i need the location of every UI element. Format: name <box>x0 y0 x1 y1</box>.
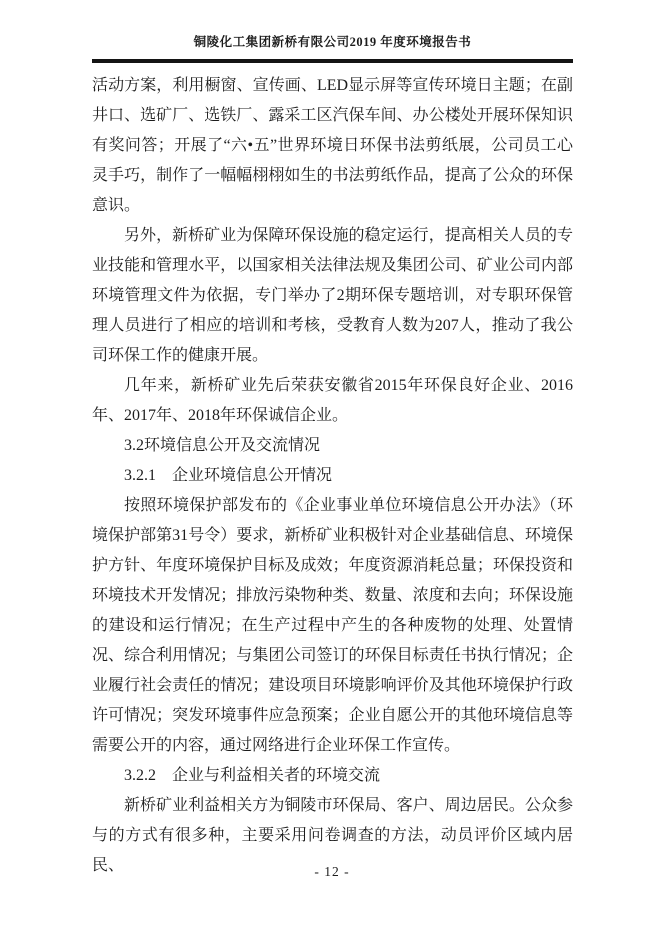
paragraph-training: 另外，新桥矿业为保障环保设施的稳定运行，提高相关人员的专业技能和管理水平，以国家相关法律法规及集团公司、矿业公司内部环境管理文件为依据，专门举办了2期环保专题培训，对专职环保管理人员进行了相应的培训和考核，受教育人数为207人，推动了我公司环保工作的健康开展。 <box>92 227 573 364</box>
section-heading-3-2-2: 3.2.2 企业与利益相关者的环境交流 <box>124 767 381 784</box>
page-number: - 12 - <box>314 864 350 879</box>
paragraph-awards: 几年来，新桥矿业先后荣获安徽省2015年环保良好企业、2016年、2017年、2018年环保诚信企业。 <box>92 377 573 424</box>
section-heading-3-2: 3.2环境信息公开及交流情况 <box>124 437 321 454</box>
page-header-title: 铜陵化工集团新桥有限公司2019 年度环境报告书 <box>193 35 472 49</box>
section-heading-3-2-1: 3.2.1 企业环境信息公开情况 <box>124 467 333 484</box>
paragraph-activities: 活动方案，利用橱窗、宣传画、LED显示屏等宣传环境日主题；在副井口、选矿厂、选铁厂、露采工区汽保车间、办公楼处开展环保知识有奖问答；开展了“六•五”世界环境日环保书法剪纸展，公司员工心灵手巧，制作了一幅幅栩栩如生的书法剪纸作品，提高了公众的环保意识。 <box>92 77 573 214</box>
paragraph-information-disclosure: 按照环境保护部发布的《企业事业单位环境信息公开办法》（环境保护部第31号令）要求，新桥矿业积极针对企业基础信息、环境保护方针、年度环境保护目标及成效；年度资源消耗总量；环保投资和环境技术开发情况；排放污染物种类、数量、浓度和去向；环保设施的建设和运行情况；在生产过程中产生的各种废物的处理、处置情况、综合利用情况；与集团公司签订的环保目标责任书执行情况；企业履行社会责任的情况；建设项目环境影响评价及其他环境保护行政许可情况；突发环境事件应急预案；企业自愿公开的其他环境信息等需要公开的内容，通过网络进行企业环保工作宣传。 <box>92 497 573 754</box>
document-body <box>92 71 573 881</box>
paragraph-stakeholders: 新桥矿业利益相关方为铜陵市环保局、客户、周边居民。公众参与的方式有很多种，主要采用问卷调查的方法，动员评价区域内居民、 <box>92 797 573 874</box>
page-header <box>92 34 573 63</box>
page-footer <box>0 864 664 880</box>
